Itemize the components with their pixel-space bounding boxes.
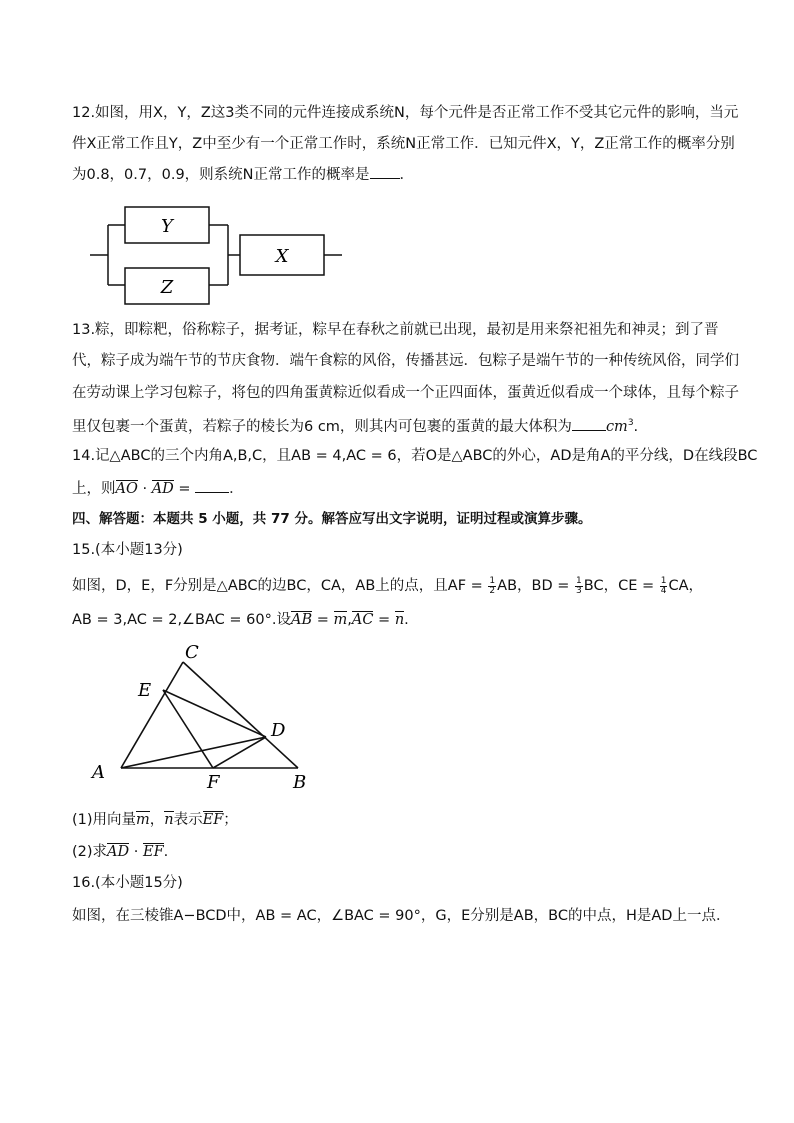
part1-vector-m: m — [136, 812, 150, 828]
q14-line-1: 14.记△ABC的三个内角A,B,C，且AB = 4,AC = 6，若O是△ABC的外心，AD是角A的平分线，D在线段BC — [72, 448, 758, 464]
equals-1: = — [312, 612, 334, 628]
point-a: A — [92, 762, 105, 783]
frac1-denominator: 2 — [489, 585, 496, 596]
section-4-heading: 四、解答题：本题共 5 小题，共 77 分。解答应写出文字说明，证明过程或演算步骤。 — [72, 511, 592, 527]
q13-line-1: 13.粽，即粽粑，俗称粽子，据考证，粽早在春秋之前就已出现，最初是用来祭祀祖先和神灵；到了晋 — [72, 322, 719, 338]
label-x: X — [275, 246, 289, 267]
part2-dot: · — [129, 844, 143, 860]
q13-line-4-text: 里仅包裹一个蛋黄，若粽子的棱长为6 cm，则其内可包裹的蛋黄的最大体积为 — [72, 418, 572, 435]
equals: = — [173, 481, 196, 497]
q16-line-1: 如图，在三棱锥A−BCD中，AB = AC，∠BAC = 90°，G，E分别是AB，BC的中点，H是AD上一点． — [72, 908, 731, 924]
q12-line-3 — [72, 164, 414, 185]
dot-operator: · — [137, 481, 152, 497]
vector-m: m — [333, 612, 348, 628]
point-b: B — [293, 772, 307, 793]
q15-line-1-mid2: BC，CE = — [583, 578, 659, 594]
q15-line-1-mid1: AB，BD = — [497, 578, 575, 594]
q12-circuit-diagram — [88, 200, 348, 312]
segment-ad — [121, 737, 266, 768]
vector-ac: AC — [351, 612, 374, 628]
q13-line-4-end: . — [633, 418, 639, 435]
fraction-1-3 — [575, 577, 583, 596]
q12-line-3-end: ． — [399, 167, 415, 183]
frac2-numerator: 1 — [576, 575, 582, 586]
vector-ao: AO — [115, 481, 138, 497]
answer-blank-q12 — [370, 164, 400, 179]
q13-line-3: 在劳动课上学习包粽子，将包的四角蛋黄粽近似看成一个正四面体，蛋黄近似看成一个球体，且每个粽子 — [72, 385, 739, 401]
segment-fd — [213, 737, 266, 768]
part1-vector-n: n — [164, 812, 174, 828]
side-ac — [121, 662, 183, 768]
label-y: Y — [161, 216, 173, 237]
q12-line-2: 件X正常工作且Y，Z中至少有一个正常工作时，系统N正常工作．已知元件X，Y，Z正常工作的概率分别 — [72, 136, 735, 152]
q14-line-2-text: 上，则 — [72, 481, 116, 497]
part1-mid: 表示 — [173, 812, 203, 828]
q15-line-1-end: CA， — [668, 578, 704, 594]
point-f: F — [207, 772, 220, 793]
unit-cm: cm — [605, 418, 628, 435]
fraction-1-2 — [488, 577, 496, 596]
vector-ab: AB — [290, 612, 313, 628]
part1-end: ； — [223, 812, 238, 828]
q12-line-1: 12.如图，用X，Y，Z这3类不同的元件连接成系统N，每个元件是否正常工作不受其它元件的影响，当元 — [72, 105, 739, 121]
part1-text: (1)用向量 — [72, 812, 137, 828]
part2-end: . — [163, 844, 169, 860]
point-e: E — [138, 680, 152, 701]
q15-header: 15.(本小题13分) — [72, 542, 183, 558]
part1-vector-ef: EF — [202, 812, 224, 828]
q13-line-4 — [72, 413, 638, 437]
q14-line-2 — [72, 478, 244, 499]
equals-2: = — [373, 612, 395, 628]
unit-exponent: 3 — [627, 418, 634, 428]
q13-line-2: 代，粽子成为端午节的节庆食物．端午食粽的风俗，传播甚远．包粽子是端午节的一种传统风俗，同学们 — [72, 353, 739, 369]
frac3-numerator: 1 — [660, 575, 667, 586]
frac3-denominator: 4 — [660, 585, 667, 596]
part1-sep: ， — [149, 812, 165, 828]
comma: , — [347, 612, 352, 628]
frac1-numerator: 1 — [489, 575, 496, 586]
q15-triangle-figure — [88, 638, 320, 796]
q14-line-2-end: ． — [229, 481, 244, 497]
point-c: C — [185, 642, 199, 663]
fraction-1-4 — [660, 577, 668, 596]
q15-line-2-end: . — [404, 612, 409, 628]
vector-n: n — [394, 612, 405, 628]
part2-vector-ef: EF — [142, 844, 164, 860]
part2-text: (2)求 — [72, 844, 108, 860]
q15-line-1 — [72, 576, 703, 596]
q15-part-1 — [72, 810, 238, 830]
answer-blank-q14 — [195, 478, 229, 493]
q15-line-2-text: AB = 3,AC = 2,∠BAC = 60°.设 — [72, 612, 291, 628]
q15-line-2 — [72, 610, 409, 630]
q16-header: 16.(本小题15分) — [72, 875, 183, 891]
answer-blank-q13 — [572, 416, 606, 431]
part2-vector-ad: AD — [107, 844, 130, 860]
frac2-denominator: 3 — [576, 585, 582, 596]
label-z: Z — [160, 277, 174, 298]
q12-line-3-text: 为0.8，0.7，0.9，则系统N正常工作的概率是 — [72, 167, 370, 183]
point-d: D — [271, 720, 286, 741]
q15-line-1-text: 如图，D，E，F分别是△ABC的边BC，CA，AB上的点，且AF = — [72, 578, 488, 594]
q15-part-2 — [72, 842, 168, 862]
vector-ad: AD — [151, 481, 174, 497]
